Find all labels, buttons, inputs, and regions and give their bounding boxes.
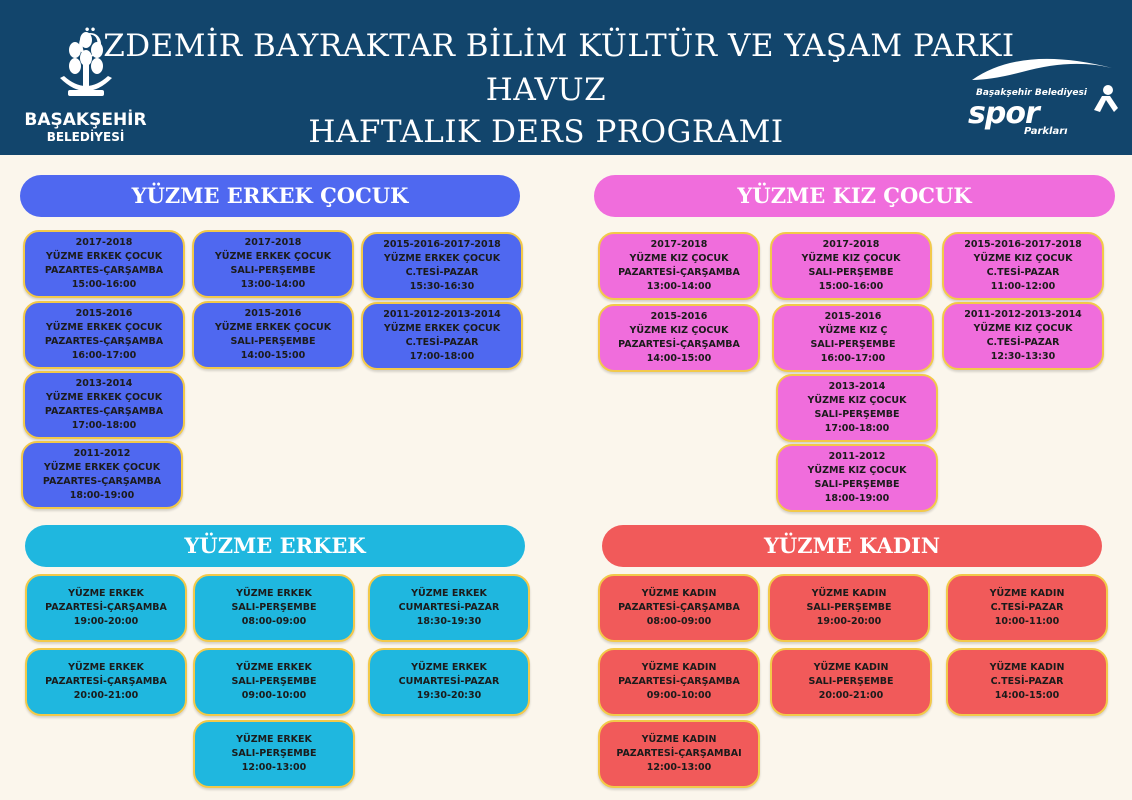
schedule-card xyxy=(193,720,355,788)
schedule-card-line: YÜZME KIZ ÇOCUK xyxy=(629,325,729,336)
schedule-card-line: 08:00-09:00 xyxy=(646,616,712,627)
logo-right-org: Başakşehir Belediyesi xyxy=(976,88,1087,98)
schedule-card-line: 12:00-13:00 xyxy=(241,762,307,773)
schedule-card-line: YÜZME ERKEK xyxy=(236,588,312,599)
schedule-card xyxy=(192,301,354,369)
schedule-card-line: YÜZME ERKEK ÇOCUK xyxy=(45,322,163,333)
section-title-erkek: YÜZME ERKEK xyxy=(25,525,525,567)
schedule-card-line: 19:00-20:00 xyxy=(73,616,139,627)
schedule-card xyxy=(942,232,1104,300)
schedule-card xyxy=(768,574,930,642)
schedule-card-line: 09:00-10:00 xyxy=(241,690,307,701)
schedule-card-line: 2011-2012 xyxy=(73,448,131,459)
schedule-card-line: 2015-2016-2017-2018 xyxy=(964,239,1082,250)
spor-parklari-logo xyxy=(962,50,1122,140)
schedule-card-line: YÜZME KIZ ÇOCUK xyxy=(807,465,907,476)
schedule-card-line: 2017-2018 xyxy=(822,239,880,250)
schedule-card xyxy=(946,648,1108,716)
schedule-card-line: PAZARTES-ÇARŞAMBA xyxy=(44,265,164,276)
schedule-card-line: C.TESİ-PAZAR xyxy=(990,676,1064,687)
schedule-card xyxy=(598,304,760,372)
page-subtitle-program: HAFTALIK DERS PROGRAMI xyxy=(308,114,784,150)
schedule-card-line: 17:00-18:00 xyxy=(824,423,890,434)
schedule-card-line: C.TESİ-PAZAR xyxy=(405,267,479,278)
schedule-card-line: 15:00-16:00 xyxy=(71,279,137,290)
schedule-card-line: C.TESİ-PAZAR xyxy=(405,337,479,348)
schedule-card-line: 2015-2016 xyxy=(244,308,302,319)
schedule-card-line: PAZARTES-ÇARŞAMBA xyxy=(44,336,164,347)
schedule-card-line: SALI-PERŞEMBE xyxy=(230,265,316,276)
schedule-card xyxy=(942,302,1104,370)
schedule-card-line: 18:00-19:00 xyxy=(824,493,890,504)
schedule-card-line: 2013-2014 xyxy=(828,381,886,392)
schedule-card xyxy=(598,720,760,788)
schedule-card-line: 2017-2018 xyxy=(244,237,302,248)
schedule-card-line: C.TESİ-PAZAR xyxy=(986,337,1060,348)
schedule-card-line: SALI-PERŞEMBE xyxy=(810,339,896,350)
schedule-card xyxy=(25,648,187,716)
schedule-card-line: 2017-2018 xyxy=(75,237,133,248)
schedule-card xyxy=(25,574,187,642)
page-title: ÖZDEMİR BAYRAKTAR BİLİM KÜLTÜR VE YAŞAM PARKI xyxy=(77,28,1015,64)
schedule-card-line: 13:00-14:00 xyxy=(240,279,306,290)
schedule-card xyxy=(598,232,760,300)
schedule-card-line: 2015-2016 xyxy=(650,311,708,322)
schedule-card-line: 12:30-13:30 xyxy=(990,351,1056,362)
schedule-card-line: YÜZME ERKEK xyxy=(411,662,487,673)
schedule-card-line: 19:30-20:30 xyxy=(416,690,482,701)
schedule-card-line: YÜZME KADIN xyxy=(811,588,887,599)
schedule-card xyxy=(193,648,355,716)
schedule-card-line: YÜZME ERKEK ÇOCUK xyxy=(43,462,161,473)
schedule-card xyxy=(361,302,523,370)
schedule-card xyxy=(361,232,523,300)
schedule-card-line: YÜZME ERKEK ÇOCUK xyxy=(214,251,332,262)
schedule-card-line: 2011-2012 xyxy=(828,451,886,462)
schedule-card xyxy=(23,371,185,439)
logo-right-word: spor xyxy=(968,96,1039,131)
schedule-card xyxy=(193,574,355,642)
schedule-card-line: 14:00-15:00 xyxy=(646,353,712,364)
schedule-card xyxy=(598,648,760,716)
schedule-card-line: 2015-2016-2017-2018 xyxy=(383,239,501,250)
schedule-card xyxy=(192,230,354,298)
schedule-card-line: 12:00-13:00 xyxy=(646,762,712,773)
schedule-card-line: YÜZME ERKEK xyxy=(68,588,144,599)
schedule-card-line: PAZARTESİ-ÇARŞAMBAI xyxy=(616,748,742,759)
logo-right-sub: Parkları xyxy=(1024,126,1068,137)
schedule-card-line: 16:00-17:00 xyxy=(71,350,137,361)
schedule-card xyxy=(946,574,1108,642)
schedule-card-line: SALI-PERŞEMBE xyxy=(814,479,900,490)
schedule-card-line: SALI-PERŞEMBE xyxy=(806,602,892,613)
schedule-card-line: YÜZME KADIN xyxy=(641,734,717,745)
header-banner xyxy=(0,0,1132,155)
schedule-card-line: 2011-2012-2013-2014 xyxy=(383,309,501,320)
section-title-kiz-cocuk: YÜZME KIZ ÇOCUK xyxy=(594,175,1115,217)
schedule-card-line: SALI-PERŞEMBE xyxy=(230,336,316,347)
schedule-card-line: YÜZME KADIN xyxy=(641,588,717,599)
schedule-card-line: 2011-2012-2013-2014 xyxy=(964,309,1082,320)
schedule-card xyxy=(770,232,932,300)
schedule-card-line: YÜZME KIZ Ç xyxy=(818,325,888,336)
schedule-card-line: 14:00-15:00 xyxy=(994,690,1060,701)
schedule-card-line: C.TESİ-PAZAR xyxy=(990,602,1064,613)
schedule-card-line: YÜZME KADIN xyxy=(641,662,717,673)
schedule-card xyxy=(598,574,760,642)
schedule-card-line: YÜZME KADIN xyxy=(989,662,1065,673)
schedule-card-line: 2013-2014 xyxy=(75,378,133,389)
schedule-card-line: 17:00-18:00 xyxy=(71,420,137,431)
schedule-card-line: 10:00-11:00 xyxy=(994,616,1060,627)
schedule-card-line: YÜZME ERKEK ÇOCUK xyxy=(383,323,501,334)
schedule-card xyxy=(368,574,530,642)
schedule-card-line: YÜZME ERKEK ÇOCUK xyxy=(45,251,163,262)
schedule-card-line: YÜZME ERKEK xyxy=(236,734,312,745)
schedule-card xyxy=(23,230,185,298)
schedule-card-line: 20:00-21:00 xyxy=(73,690,139,701)
schedule-card-line: 18:00-19:00 xyxy=(69,490,135,501)
schedule-card-line: 18:30-19:30 xyxy=(416,616,482,627)
schedule-card-line: PAZARTESİ-ÇARŞAMBA xyxy=(45,602,167,613)
schedule-card-line: 09:00-10:00 xyxy=(646,690,712,701)
schedule-card-line: 2015-2016 xyxy=(75,308,133,319)
schedule-card-line: SALI-PERŞEMBE xyxy=(231,676,317,687)
page-subtitle-pool: HAVUZ xyxy=(485,72,607,108)
schedule-card-line: YÜZME ERKEK xyxy=(68,662,144,673)
schedule-card-line: 2017-2018 xyxy=(650,239,708,250)
schedule-card-line: 19:00-20:00 xyxy=(816,616,882,627)
schedule-card-line: 15:00-16:00 xyxy=(818,281,884,292)
schedule-card-line: YÜZME ERKEK ÇOCUK xyxy=(214,322,332,333)
schedule-card-line: PAZARTESİ-ÇARŞAMBA xyxy=(618,339,740,350)
schedule-card-line: YÜZME KIZ ÇOCUK xyxy=(973,323,1073,334)
schedule-card-line: YÜZME KADIN xyxy=(989,588,1065,599)
schedule-card-line: YÜZME KIZ ÇOCUK xyxy=(807,395,907,406)
logo-left-name: BAŞAKŞEHİR xyxy=(24,110,147,130)
schedule-card-line: YÜZME KIZ ÇOCUK xyxy=(629,253,729,264)
schedule-card-line: PAZARTESİ-ÇARŞAMBA xyxy=(618,267,740,278)
schedule-card xyxy=(21,441,183,509)
schedule-card xyxy=(770,648,932,716)
schedule-card xyxy=(776,444,938,512)
schedule-card-line: YÜZME ERKEK xyxy=(236,662,312,673)
section-title-erkek-cocuk: YÜZME ERKEK ÇOCUK xyxy=(20,175,520,217)
schedule-card-line: SALI-PERŞEMBE xyxy=(808,676,894,687)
section-title-kadin: YÜZME KADIN xyxy=(602,525,1102,567)
schedule-card-line: 14:00-15:00 xyxy=(240,350,306,361)
schedule-card-line: 20:00-21:00 xyxy=(818,690,884,701)
schedule-card-line: YÜZME ERKEK xyxy=(411,588,487,599)
schedule-card-line: PAZARTESİ-ÇARŞAMBA xyxy=(45,676,167,687)
schedule-card-line: PAZARTESİ-ÇARŞAMBA xyxy=(618,676,740,687)
schedule-card-line: C.TESİ-PAZAR xyxy=(986,267,1060,278)
schedule-card-line: PAZARTES-ÇARŞAMBA xyxy=(42,476,162,487)
schedule-card-line: SALI-PERŞEMBE xyxy=(231,748,317,759)
schedule-card-line: PAZARTESİ-ÇARŞAMBA xyxy=(618,602,740,613)
schedule-card-line: YÜZME ERKEK ÇOCUK xyxy=(45,392,163,403)
schedule-card xyxy=(368,648,530,716)
schedule-card-line: 11:00-12:00 xyxy=(990,281,1056,292)
schedule-card-line: 16:00-17:00 xyxy=(820,353,886,364)
schedule-card-line: PAZARTES-ÇARŞAMBA xyxy=(44,406,164,417)
schedule-card-line: YÜZME ERKEK ÇOCUK xyxy=(383,253,501,264)
schedule-card-line: SALI-PERŞEMBE xyxy=(231,602,317,613)
schedule-card-line: YÜZME KADIN xyxy=(813,662,889,673)
schedule-card xyxy=(772,304,934,372)
schedule-card xyxy=(23,301,185,369)
schedule-card-line: YÜZME KIZ ÇOCUK xyxy=(973,253,1073,264)
schedule-card-line: 2015-2016 xyxy=(824,311,882,322)
schedule-card-line: 08:00-09:00 xyxy=(241,616,307,627)
logo-left-subtitle: BELEDİYESİ xyxy=(46,130,125,144)
schedule-card xyxy=(776,374,938,442)
schedule-card-line: SALI-PERŞEMBE xyxy=(808,267,894,278)
schedule-card-line: 17:00-18:00 xyxy=(409,351,475,362)
schedule-card-line: 15:30-16:30 xyxy=(409,281,475,292)
schedule-card-line: 13:00-14:00 xyxy=(646,281,712,292)
schedule-card-line: SALI-PERŞEMBE xyxy=(814,409,900,420)
schedule-card-line: CUMARTESİ-PAZAR xyxy=(398,676,500,687)
schedule-card-line: YÜZME KIZ ÇOCUK xyxy=(801,253,901,264)
schedule-card-line: CUMARTESİ-PAZAR xyxy=(398,602,500,613)
